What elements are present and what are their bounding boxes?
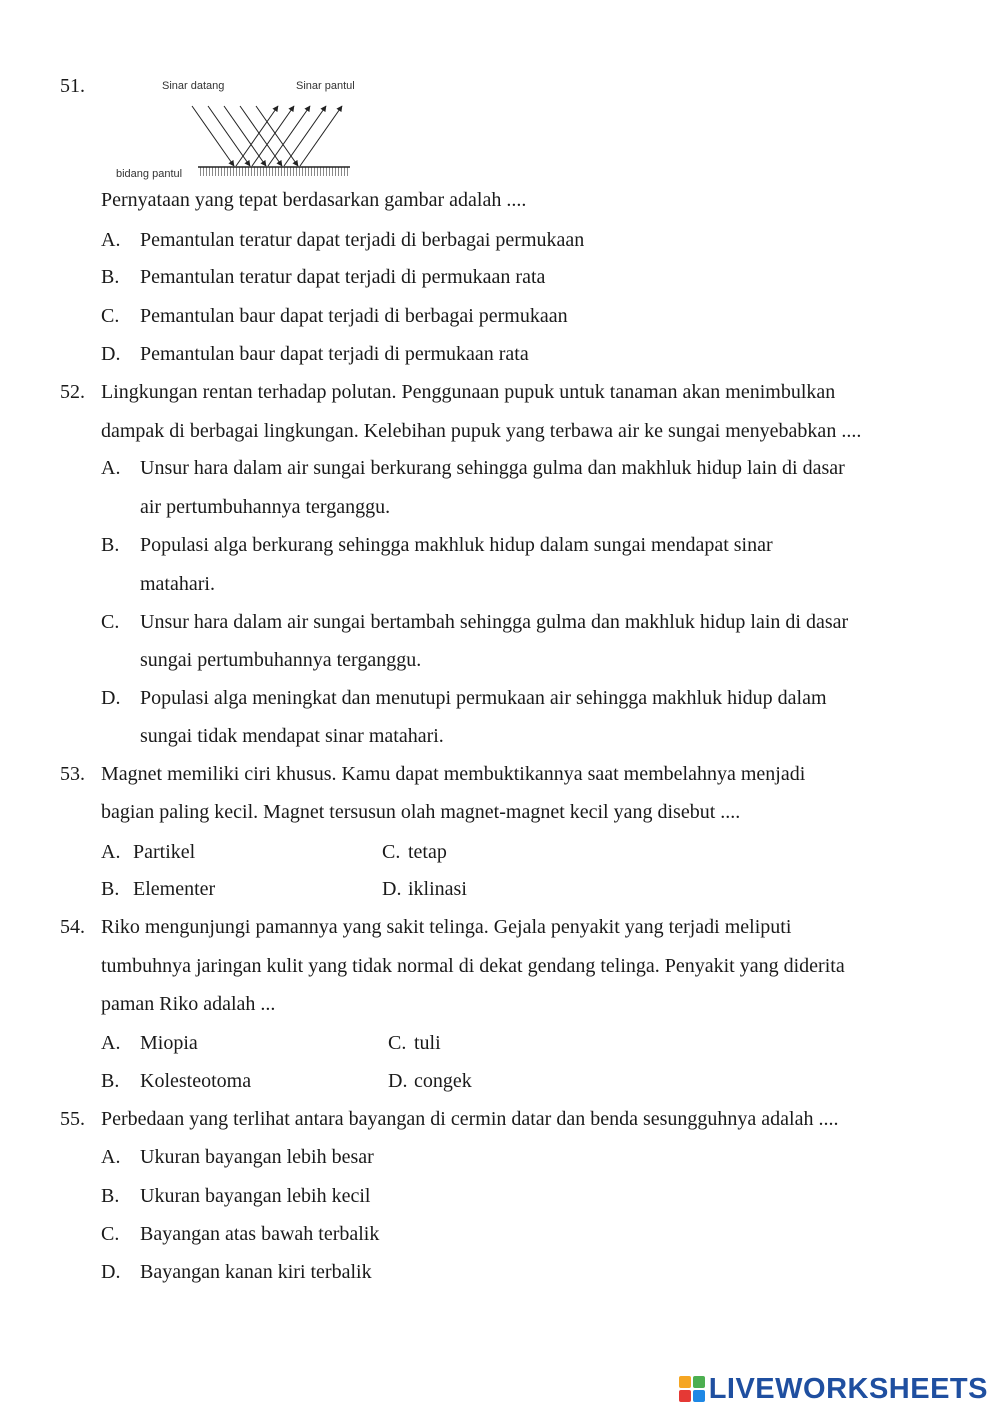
q52-option-a-line-2[interactable]: air pertumbuhannya terganggu. [140, 496, 391, 518]
q52-option-a-letter[interactable]: A. [101, 457, 121, 479]
q55-option-b-letter[interactable]: B. [101, 1185, 120, 1207]
question-54-stem-line-3: paman Riko adalah ... [101, 993, 276, 1015]
q51-option-a-letter[interactable]: A. [101, 229, 121, 251]
q52-option-a-line-1[interactable]: Unsur hara dalam air sungai berkurang sehingga gulma dan makhluk hidup lain di dasar [140, 457, 845, 479]
q51-option-a-text[interactable]: Pemantulan teratur dapat terjadi di berbagai permukaan [140, 229, 585, 251]
q52-option-d-line-1[interactable]: Populasi alga meningkat dan menutupi permukaan air sehingga makhluk hidup dalam [140, 687, 827, 709]
q54-option-b-letter[interactable]: B. [101, 1070, 120, 1092]
q54-option-a-text[interactable]: Miopia [140, 1032, 198, 1054]
question-51-stem: Pernyataan yang tepat berdasarkan gambar adalah .... [101, 189, 527, 211]
question-54-number: 54. [60, 916, 85, 938]
q54-option-d-text[interactable]: congek [414, 1070, 472, 1092]
q55-option-b-text[interactable]: Ukuran bayangan lebih kecil [140, 1185, 371, 1207]
q53-option-d-text[interactable]: iklinasi [408, 878, 467, 900]
q52-option-d-line-2[interactable]: sungai tidak mendapat sinar matahari. [140, 725, 444, 747]
liveworksheets-logo-text: LIVEWORKSHEETS [708, 1372, 988, 1405]
q54-option-d-letter[interactable]: D. [388, 1070, 408, 1092]
question-53-number: 53. [60, 763, 85, 785]
q51-option-d-letter[interactable]: D. [101, 343, 121, 365]
q51-option-b-letter[interactable]: B. [101, 266, 120, 288]
q52-option-d-letter[interactable]: D. [101, 687, 121, 709]
q53-option-a-letter[interactable]: A. [101, 841, 121, 863]
q54-option-c-letter[interactable]: C. [388, 1032, 407, 1054]
q53-option-b-letter[interactable]: B. [101, 878, 120, 900]
q53-option-d-letter[interactable]: D. [382, 878, 402, 900]
q55-option-a-letter[interactable]: A. [101, 1146, 121, 1168]
q53-option-c-text[interactable]: tetap [408, 841, 447, 863]
reflection-diagram [112, 72, 372, 184]
label-incoming-ray: Sinar datang [162, 80, 225, 92]
question-53-stem-line-1: Magnet memiliki ciri khusus. Kamu dapat membuktikannya saat membelahnya menjadi [101, 763, 806, 785]
question-53-stem-line-2: bagian paling kecil. Magnet tersusun olah magnet-magnet kecil yang disebut .... [101, 801, 741, 823]
q54-option-b-text[interactable]: Kolesteotoma [140, 1070, 252, 1092]
q53-option-a-text[interactable]: Partikel [133, 841, 196, 863]
logo-square-3 [679, 1390, 691, 1402]
question-55-stem: Perbedaan yang terlihat antara bayangan di cermin datar dan benda sesungguhnya adalah .... [101, 1108, 839, 1130]
question-52-stem-line-1: Lingkungan rentan terhadap polutan. Penggunaan pupuk untuk tanaman akan menimbulkan [101, 381, 836, 403]
q53-option-c-letter[interactable]: C. [382, 841, 401, 863]
q51-option-c-letter[interactable]: C. [101, 305, 120, 327]
q55-option-c-letter[interactable]: C. [101, 1223, 120, 1245]
question-54-stem-line-2: tumbuhnya jaringan kulit yang tidak normal di dekat gendang telinga. Penyakit yang diderita [101, 955, 845, 977]
question-51-number: 51. [60, 75, 85, 97]
q55-option-a-text[interactable]: Ukuran bayangan lebih besar [140, 1146, 374, 1168]
q51-option-d-text[interactable]: Pemantulan baur dapat terjadi di permukaan rata [140, 343, 529, 365]
liveworksheets-logo [679, 1372, 988, 1406]
q55-option-d-text[interactable]: Bayangan kanan kiri terbalik [140, 1261, 372, 1283]
question-52-number: 52. [60, 381, 85, 403]
reflecting-surface [198, 167, 350, 176]
q52-option-b-line-2[interactable]: matahari. [140, 573, 215, 595]
q51-option-b-text[interactable]: Pemantulan teratur dapat terjadi di permukaan rata [140, 266, 546, 288]
label-reflected-ray: Sinar pantul [296, 80, 355, 92]
question-54-stem-line-1: Riko mengunjungi pamannya yang sakit telinga. Gejala penyakit yang terjadi meliputi [101, 916, 792, 938]
logo-square-1 [679, 1376, 691, 1388]
q54-option-c-text[interactable]: tuli [414, 1032, 441, 1054]
liveworksheets-logo-icon [679, 1376, 705, 1402]
question-55-number: 55. [60, 1108, 85, 1130]
question-52-stem-line-2: dampak di berbagai lingkungan. Kelebihan pupuk yang terbawa air ke sungai menyebabkan .... [101, 420, 862, 442]
q52-option-c-letter[interactable]: C. [101, 611, 120, 633]
q55-option-d-letter[interactable]: D. [101, 1261, 121, 1283]
q52-option-c-line-1[interactable]: Unsur hara dalam air sungai bertambah sehingga gulma dan makhluk hidup lain di dasar [140, 611, 849, 633]
q52-option-b-line-1[interactable]: Populasi alga berkurang sehingga makhluk hidup dalam sungai mendapat sinar [140, 534, 773, 556]
q52-option-b-letter[interactable]: B. [101, 534, 120, 556]
q55-option-c-text[interactable]: Bayangan atas bawah terbalik [140, 1223, 380, 1245]
incoming-rays [192, 106, 298, 166]
label-reflecting-surface: bidang pantul [116, 168, 183, 180]
q52-option-c-line-2[interactable]: sungai pertumbuhannya terganggu. [140, 649, 422, 671]
q54-option-a-letter[interactable]: A. [101, 1032, 121, 1054]
q51-option-c-text[interactable]: Pemantulan baur dapat terjadi di berbagai permukaan [140, 305, 568, 327]
q53-option-b-text[interactable]: Elementer [133, 878, 216, 900]
reflected-rays [236, 106, 342, 166]
logo-square-2 [693, 1376, 705, 1388]
logo-square-4 [693, 1390, 705, 1402]
